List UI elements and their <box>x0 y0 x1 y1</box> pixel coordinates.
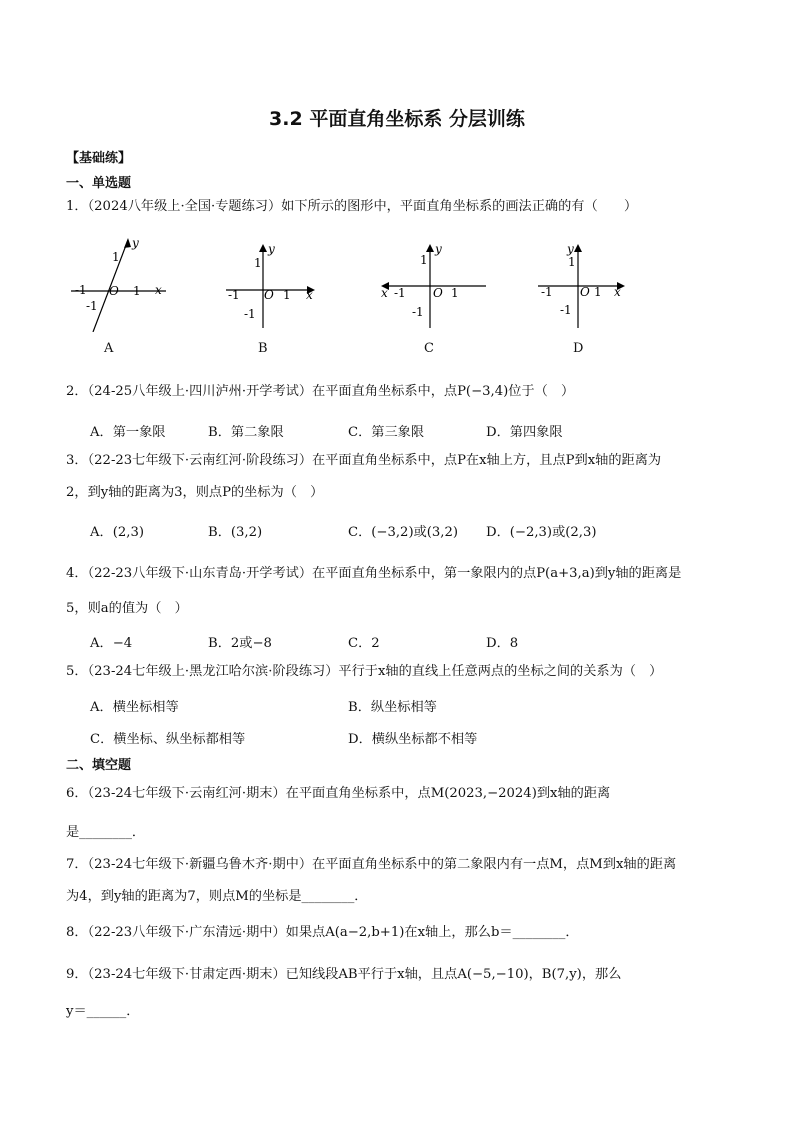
q2-option-b: B．第二象限 <box>208 425 284 440</box>
q5-option-d: D．横纵坐标都不相等 <box>348 732 478 747</box>
fig-a-y-neg-one: -1 <box>86 299 98 313</box>
q4-option-d: D．8 <box>486 636 519 651</box>
figure-a-label: A <box>104 341 114 356</box>
question-6-line-2: 是________． <box>66 825 146 840</box>
q2-option-d: D．第四象限 <box>486 425 563 440</box>
level-heading: 【基础练】 <box>66 151 132 166</box>
fig-a-x-label: x <box>155 283 162 297</box>
fig-b-origin: O <box>264 288 274 302</box>
question-6-line-1: 6．（23-24七年级下·云南红河·期末）在平面直角坐标系中，点M(2023,−2024)到x轴的距离 <box>66 786 611 801</box>
question-7-line-2: 为4，到y轴的距离为7，则点M的坐标是________． <box>66 889 368 904</box>
fig-c-y-neg-one: -1 <box>412 305 424 319</box>
question-8-text: 8．（22-23八年级下·广东清远·期中）如果点A(a−2,b+1)在x轴上，那么b＝________． <box>66 925 579 940</box>
section-single-choice: 一、单选题 <box>66 176 132 191</box>
fig-c-origin: O <box>433 286 443 300</box>
question-3-line-1: 3．（22-23七年级下·云南红河·阶段练习）在平面直角坐标系中，点P在x轴上方，且点P到x轴的距离为 <box>66 453 662 468</box>
fig-d-x-neg-one: -1 <box>541 285 553 299</box>
figure-b-axes <box>222 240 322 332</box>
q3-option-d: D．(−2,3)或(2,3) <box>486 525 597 540</box>
fig-b-y-one: 1 <box>254 256 262 270</box>
fig-c-x-neg-one: -1 <box>394 286 406 300</box>
q3-option-c: C．(−3,2)或(3,2) <box>348 525 459 540</box>
fig-a-x-neg-one: -1 <box>75 283 87 297</box>
fig-d-x-one: 1 <box>594 285 602 299</box>
question-7-line-1: 7．（23-24七年级下·新疆乌鲁木齐·期中）在平面直角坐标系中的第二象限内有一点M，点M到x轴的距离 <box>66 857 677 872</box>
fig-d-x-label: x <box>614 285 621 299</box>
figure-c-axes <box>378 240 490 332</box>
fig-d-y-neg-one: -1 <box>560 303 572 317</box>
question-2-text: 2．（24-25八年级上·四川泸州·开学考试）在平面直角坐标系中，点P(−3,4)位于（ ） <box>66 384 575 399</box>
q5-option-b: B．纵坐标相等 <box>348 700 437 715</box>
fig-c-x-label: x <box>381 286 388 300</box>
question-3-line-2: 2，到y轴的距离为3，则点P的坐标为（ ） <box>66 485 324 500</box>
question-1-text: 1．（2024八年级上·全国·专题练习）如下所示的图形中，平面直角坐标系的画法正确的有（ ） <box>66 199 638 214</box>
fig-c-y-label: y <box>435 242 442 256</box>
figure-a-oblique-axes <box>66 232 176 332</box>
page-title: 3.2 平面直角坐标系 分层训练 <box>269 108 525 130</box>
q4-option-c: C．2 <box>348 636 380 651</box>
fig-d-y-one: 1 <box>568 255 576 269</box>
figure-d-label: D <box>573 341 584 356</box>
q5-option-a: A．横坐标相等 <box>90 700 179 715</box>
fig-b-x-neg-one: -1 <box>228 288 240 302</box>
fig-a-x-one: 1 <box>133 284 141 298</box>
fig-c-y-one: 1 <box>420 253 428 267</box>
q5-option-c: C．横坐标、纵坐标都相等 <box>90 732 246 747</box>
figure-c-label: C <box>424 341 434 356</box>
fig-b-y-label: y <box>268 242 275 256</box>
figure-b-label: B <box>258 341 268 356</box>
fig-d-origin: O <box>580 285 590 299</box>
fig-b-x-one: 1 <box>283 288 291 302</box>
fig-a-y-one: 1 <box>112 250 120 264</box>
q4-option-a: A．−4 <box>90 636 133 651</box>
q4-option-b: B．2或−8 <box>208 636 272 651</box>
q3-option-b: B．(3,2) <box>208 525 263 540</box>
fig-a-origin: O <box>109 284 119 298</box>
fig-a-y-label: y <box>132 236 139 250</box>
question-5-text: 5．（23-24七年级上·黑龙江哈尔滨·阶段练习）平行于x轴的直线上任意两点的坐标之间的关系为（ ） <box>66 664 663 679</box>
fig-b-y-neg-one: -1 <box>244 307 256 321</box>
section-fill-in: 二、填空题 <box>66 758 132 773</box>
question-4-line-2: 5，则a的值为（ ） <box>66 601 188 616</box>
q2-option-c: C．第三象限 <box>348 425 425 440</box>
fig-b-x-label: x <box>306 288 313 302</box>
question-9-line-1: 9．（23-24七年级下·甘肃定西·期末）已知线段AB平行于x轴，且点A(−5,−10)，B(7,y)，那么 <box>66 967 622 982</box>
q3-option-a: A．(2,3) <box>90 525 144 540</box>
figure-d-axes <box>536 240 632 332</box>
fig-c-x-one: 1 <box>451 286 459 300</box>
question-9-line-2: y＝______． <box>66 1004 140 1019</box>
fig-d-y-label: y <box>567 242 574 256</box>
question-4-line-1: 4．（22-23八年级下·山东青岛·开学考试）在平面直角坐标系中，第一象限内的点P(a+3,a)到y轴的距离是 <box>66 566 682 581</box>
q2-option-a: A．第一象限 <box>90 425 166 440</box>
